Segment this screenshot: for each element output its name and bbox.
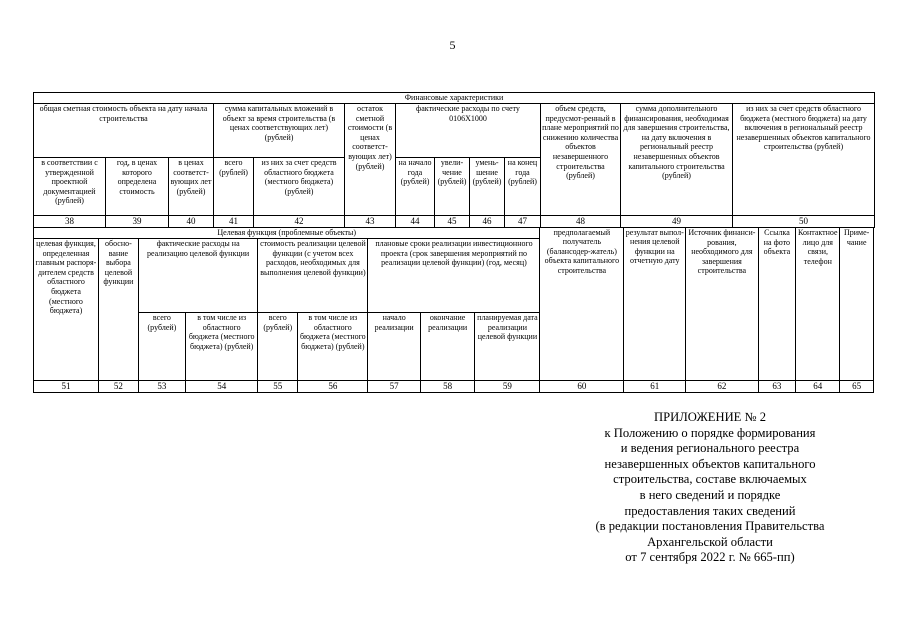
group-implementation-cost: стоимость реализации целевой функции (с учетом всех расходов, необходимых для выполнения целевой функции) bbox=[258, 239, 368, 313]
col-number: 41 bbox=[214, 216, 254, 228]
col-number: 60 bbox=[540, 381, 624, 393]
appendix-line: незавершенных объектов капитального bbox=[604, 456, 816, 471]
col-number: 61 bbox=[624, 381, 686, 393]
page-number: 5 bbox=[449, 38, 456, 52]
sub-start: начало реализации bbox=[368, 313, 420, 381]
group-actual-expenses: фактические расходы по счету 0106Х1000 bbox=[396, 104, 541, 158]
group-additional-financing: сумма дополнительного финансирования, необходимая для завершения строительства, на дату включения в региональный реестр незавершенных объектов капитального строительства (рублей) bbox=[621, 104, 733, 216]
sub-actual-regional: в том числе из областного бюджета (местного бюджета) (рублей) bbox=[186, 313, 258, 381]
sub-current-prices: в ценах соответст-вующих лет (рублей) bbox=[169, 158, 214, 216]
appendix-line: предоставления таких сведений bbox=[624, 503, 796, 518]
col-number: 48 bbox=[541, 216, 621, 228]
group-planned-funds: объем средств, предусмот-ренный в плане мероприятий по снижению количества объектов незавершенного строительства (рублей) bbox=[541, 104, 621, 216]
sub-planned-date: планируемая дата реализации целевой функции bbox=[475, 313, 540, 381]
col-number: 38 bbox=[34, 216, 106, 228]
col-number: 54 bbox=[186, 381, 258, 393]
result-cont bbox=[624, 313, 686, 381]
group-regional-budget-share: из них за счет средств областного бюджета (местного бюджета) на дату включения в региональный реестр незавершенных объектов капитального строительства (рублей) bbox=[733, 104, 875, 216]
sub-approved-docs-cost: в соответствии с утвержденной проектной документацией (рублей) bbox=[34, 158, 106, 216]
sub-cost-total: всего (рублей) bbox=[258, 313, 298, 381]
col-number: 51 bbox=[34, 381, 99, 393]
col-number: 53 bbox=[138, 381, 185, 393]
table1-header: Финансовые характеристики bbox=[34, 93, 875, 104]
col-number: 59 bbox=[475, 381, 540, 393]
col-number: 63 bbox=[758, 381, 796, 393]
col-number: 65 bbox=[840, 381, 874, 393]
target-function-table bbox=[33, 227, 874, 393]
appendix-line: к Положению о порядке формирования bbox=[604, 425, 816, 440]
appendix-line: (в редакции постановления Правительства bbox=[595, 519, 825, 534]
group-recipient: предполагаемый получатель (балансодер-жатель) объекта капитального строительства bbox=[540, 228, 624, 313]
col-number: 42 bbox=[254, 216, 345, 228]
group-contact-person: Контактное лицо для связи, телефон bbox=[796, 228, 840, 381]
group-note: Приме-чание bbox=[840, 228, 874, 381]
col-number: 64 bbox=[796, 381, 840, 393]
sub-actual-total: всего (рублей) bbox=[138, 313, 185, 381]
col-number: 43 bbox=[345, 216, 396, 228]
appendix-block bbox=[560, 410, 860, 566]
appendix-line: Архангельской области bbox=[647, 534, 773, 549]
col-number: 52 bbox=[99, 381, 139, 393]
col-number: 45 bbox=[435, 216, 470, 228]
col-number: 40 bbox=[169, 216, 214, 228]
appendix-title: ПРИЛОЖЕНИЕ № 2 bbox=[654, 410, 766, 424]
sub-decrease: умень-шение (рублей) bbox=[470, 158, 505, 216]
col-number: 57 bbox=[368, 381, 420, 393]
sub-year-end: на конец года (рублей) bbox=[505, 158, 541, 216]
col-number: 56 bbox=[298, 381, 368, 393]
appendix-line: строительства, составе включаемых bbox=[613, 472, 807, 487]
recipient-cont bbox=[540, 313, 624, 381]
col-number: 44 bbox=[396, 216, 435, 228]
appendix-line: от 7 сентября 2022 г. № 665-пп) bbox=[625, 550, 795, 565]
table2-header: Целевая функция (проблемные объекты) bbox=[34, 228, 540, 239]
group-capital-investment: сумма капитальных вложений в объект за время строительства (в ценах соответствующих лет) (рублей) bbox=[214, 104, 345, 158]
col-number: 47 bbox=[505, 216, 541, 228]
group-result: результат выпол-нения целевой функции на отчетную дату bbox=[624, 228, 686, 313]
group-target-function: целевая функция, определенная главным распоря-дителем средств областного бюджета (местного бюджета) bbox=[34, 239, 99, 381]
group-funding-source: Источник финанси-рования, необходимого для завершения строительства bbox=[686, 228, 758, 381]
col-number: 46 bbox=[470, 216, 505, 228]
sub-price-year: год, в ценах которого определена стоимость bbox=[106, 158, 169, 216]
col-number: 55 bbox=[258, 381, 298, 393]
group-total-estimated-cost: общая сметная стоимость объекта на дату начала строительства bbox=[34, 104, 214, 158]
col-number: 58 bbox=[420, 381, 475, 393]
financial-characteristics-table bbox=[33, 92, 875, 228]
col-number: 49 bbox=[621, 216, 733, 228]
col-number: 39 bbox=[106, 216, 169, 228]
sub-investment-total: всего (рублей) bbox=[214, 158, 254, 216]
appendix-line: в него сведений и порядке bbox=[639, 487, 781, 502]
group-remaining-cost: остаток сметной стоимости (в ценах соответст-вующих лет) (рублей) bbox=[345, 104, 396, 216]
group-actual-costs: фактические расходы на реализацию целевой функции bbox=[138, 239, 258, 313]
sub-year-start: на начало года (рублей) bbox=[396, 158, 435, 216]
sub-investment-regional: из них за счет средств областного бюджета (местного бюджета) (рублей) bbox=[254, 158, 345, 216]
sub-increase: увели-чение (рублей) bbox=[435, 158, 470, 216]
sub-cost-regional: в том числе из областного бюджета (местного бюджета) (рублей) bbox=[298, 313, 368, 381]
appendix-line: и ведения регионального реестра bbox=[620, 441, 800, 456]
group-photo-link: Ссылка на фото объекта bbox=[758, 228, 796, 381]
col-number: 50 bbox=[733, 216, 875, 228]
group-justification: обосно-вание выбора целевой функции bbox=[99, 239, 139, 381]
sub-end: окончание реализации bbox=[420, 313, 475, 381]
col-number: 62 bbox=[686, 381, 758, 393]
group-planned-terms: плановые сроки реализации инвестиционного проекта (срок завершения мероприятий по реализации целевой функции) (год, месяц) bbox=[368, 239, 540, 313]
